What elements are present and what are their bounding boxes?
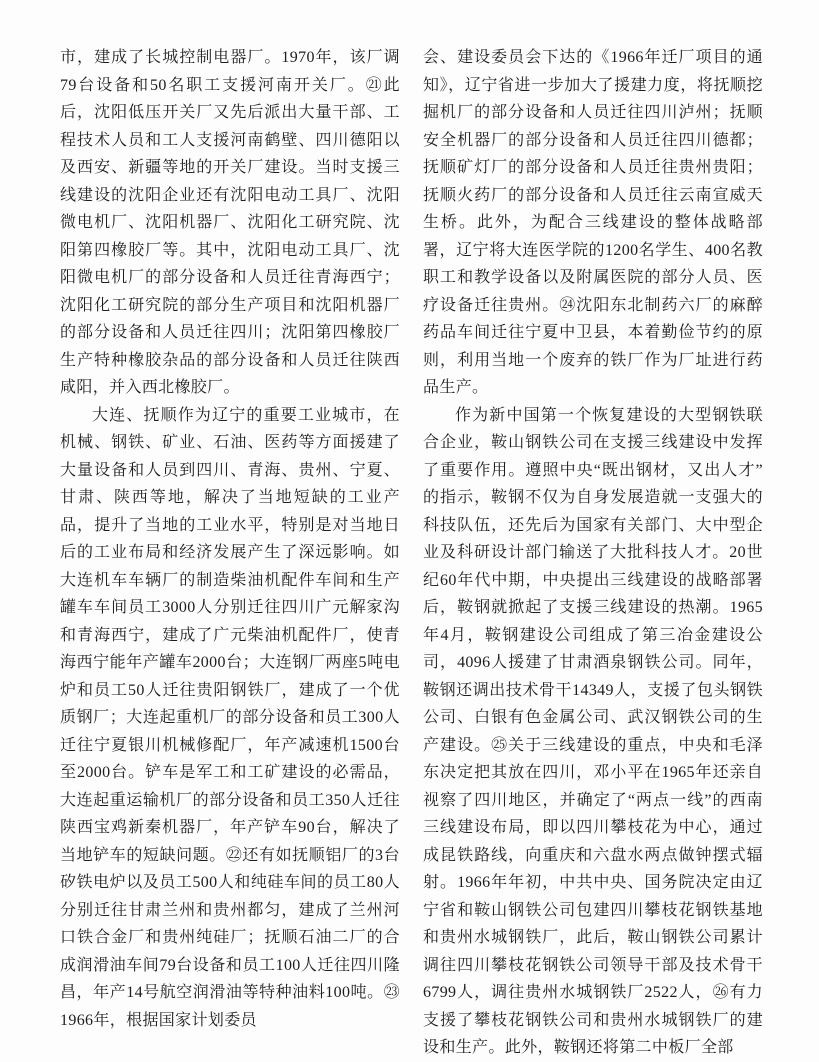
paragraph-dalian-fushun: 大连、抚顺作为辽宁的重要工业城市，在机械、钢铁、矿业、石油、医药等方面援建了大量设备和人员到四川、青海、贵州、宁夏、甘肃、陕西等地，解决了当地短缺的工业产品，提升了当地的工业水平，特别是对当地日后的工业布局和经济发展产生了深远影响。如大连机车车辆厂的制造柴油机配件车间和生产罐车车间员工3000人分别迁往四川广元解家沟和青海西宁，建成了广元柴油机配件厂，使青海西宁能年产罐车2000台；大连钢厂两座5吨电炉和员工50人迁往贵阳钢铁厂，建成了一个优质钢厂；大连起重机厂的部分设备和员工300人迁往宁夏银川机械修配厂，年产减速机1500台至2000台。铲车是军工和工矿建设的必需品，大连起重运输机厂的部分设备和员工350人迁往陕西宝鸡新秦机器厂，年产铲车90台，解决了当地铲车的短缺问题。㉒还有如抚顺铝厂的3台矽铁电炉以及员工500人和纯硅车间的员工80人分别迁往甘肃兰州和贵州都匀，建成了兰州河口铁合金厂和贵州纯硅厂；抚顺石油二厂的合成润滑油车间79台设备和员工100人迁往四川隆昌，年产14号航空润滑油等特种油料100吨。㉓1966年，根据国家计划委员 [60,406,400,1029]
paragraph-continuation-left: 市，建成了长城控制电器厂。1970年，该厂调79台设备和50名职工支援河南开关厂。㉑此后，沈阳低压开关厂又先后派出大量干部、工程技术人员和工人支援河南鹤壁、四川德阳以及西安、新疆等地的开关厂建设。当时支援三线建设的沈阳企业还有沈阳电动工具厂、沈阳微电机厂、沈阳机器厂、沈阳化工研究院、沈阳第四橡胶厂等。其中，沈阳电动工具厂、沈阳微电机厂的部分设备和人员迁往青海西宁；沈阳化工研究院的部分生产项目和沈阳机器厂的部分设备和人员迁往四川；沈阳第四橡胶厂生产特种橡胶杂品的部分设备和人员迁往陕西咸阳，并入西北橡胶厂。 [60,49,400,396]
paragraph-angang: 作为新中国第一个恢复建设的大型钢铁联合企业，鞍山钢铁公司在支援三线建设中发挥了重要作用。遵照中央“既出钢材，又出人才”的指示，鞍钢不仅为自身发展造就一支强大的科技队伍，还先后为国家有关部门、大中型企业及科研设计部门输送了大批科技人才。20世纪60年代中期，中央提出三线建设的战略部署后，鞍钢就掀起了支援三线建设的热潮。1965年4月，鞍钢建设公司组成了第三冶金建设公司，4096人援建了甘肃酒泉钢铁公司。同年，鞍钢还调出技术骨干14349人，支援了包头钢铁公司、白银有色金属公司、武汉钢铁公司的生产建设。㉕关于三线建设的重点，中央和毛泽东决定把其放在四川，邓小平在1965年还亲自视察了四川地区，并确定了“两点一线”的西南三线建设布局，即以四川攀枝花为中心，通过成昆铁路线，向重庆和六盘水两点做钟摆式辐射。1966年年初，中共中央、国务院决定由辽宁省和鞍山钢铁公司包建四川攀枝花钢铁基地和贵州水城钢铁厂，此后，鞍山钢铁公司累计调往四川攀枝花钢铁公司领导干部及技术骨干6799人，调往贵州水城钢铁厂2522人，㉖有力支援了攀枝花钢铁公司和贵州水城钢铁厂的建设和生产。此外，鞍钢还将第二中板厂全部 [423,406,763,1056]
text-column-left [60,44,400,1036]
text-column-right [423,44,763,1056]
paragraph-continuation-right: 会、建设委员会下达的《1966年迁厂项目的通知》，辽宁省进一步加大了援建力度，将抚顺挖掘机厂的部分设备和人员迁往四川泸州；抚顺安全机器厂的部分设备和人员迁往四川德都；抚顺矿灯厂的部分设备和人员迁往贵州贵阳；抚顺火药厂的部分设备和人员迁往云南宣威天生桥。此外，为配合三线建设的整体战略部署，辽宁将大连医学院的1200名学生、400名教职工和教学设备以及附属医院的部分人员、医疗设备迁往贵州。㉔沈阳东北制药六厂的麻醉药品车间迁往宁夏中卫县，本着勤俭节约的原则，利用当地一个废弃的铁厂作为厂址进行药品生产。 [423,49,763,396]
